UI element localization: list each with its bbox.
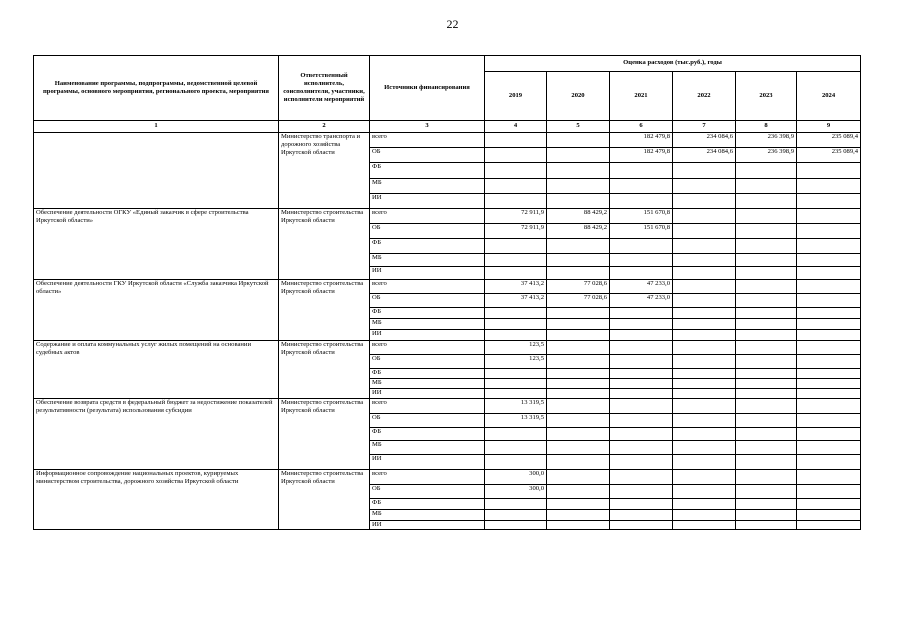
amount-cell xyxy=(610,485,673,499)
table-row xyxy=(34,470,861,485)
table-row xyxy=(34,341,861,355)
amount-cell xyxy=(485,194,547,209)
amount-cell xyxy=(673,428,736,441)
amount-cell xyxy=(610,399,673,414)
amount-cell xyxy=(736,355,797,369)
funding-source: ФБ xyxy=(370,308,485,319)
activity-name: Содержание и оплата коммунальных услуг жилых помещений на основании судебных актов xyxy=(34,341,279,399)
amount-cell xyxy=(797,163,861,179)
amount-cell xyxy=(547,133,610,148)
budget-table xyxy=(33,55,861,530)
funding-source: ИИ xyxy=(370,330,485,341)
amount-cell: 47 233,0 xyxy=(610,294,673,308)
funding-source: ИИ xyxy=(370,521,485,530)
amount-cell xyxy=(797,209,861,224)
funding-source: ОБ xyxy=(370,414,485,428)
amount-cell: 300,0 xyxy=(485,470,547,485)
header-year: 2024 xyxy=(797,72,861,121)
funding-source: ИИ xyxy=(370,455,485,470)
responsible-executor: Министерство строительства Иркутской области xyxy=(279,280,370,341)
amount-cell: 234 084,6 xyxy=(673,148,736,163)
funding-source: всего xyxy=(370,133,485,148)
amount-cell xyxy=(547,148,610,163)
amount-cell xyxy=(673,254,736,267)
funding-source: ИИ xyxy=(370,389,485,399)
amount-cell xyxy=(797,280,861,294)
amount-cell xyxy=(610,470,673,485)
amount-cell: 37 413,2 xyxy=(485,280,547,294)
amount-cell: 88 429,2 xyxy=(547,224,610,239)
amount-cell xyxy=(797,455,861,470)
amount-cell xyxy=(673,379,736,389)
amount-cell xyxy=(610,379,673,389)
amount-cell xyxy=(797,194,861,209)
amount-cell xyxy=(736,294,797,308)
amount-cell xyxy=(673,294,736,308)
amount-cell xyxy=(485,428,547,441)
header-estimate: Оценка расходов (тыс.руб.), годы xyxy=(485,56,861,72)
column-number: 5 xyxy=(547,121,610,133)
amount-cell xyxy=(610,179,673,194)
amount-cell xyxy=(610,267,673,280)
column-number-row xyxy=(34,121,861,133)
amount-cell xyxy=(673,194,736,209)
funding-source: всего xyxy=(370,470,485,485)
amount-cell xyxy=(547,163,610,179)
funding-source: ОБ xyxy=(370,355,485,369)
amount-cell xyxy=(547,485,610,499)
amount-cell xyxy=(610,239,673,254)
funding-source: всего xyxy=(370,341,485,355)
amount-cell xyxy=(736,428,797,441)
amount-cell xyxy=(797,294,861,308)
amount-cell xyxy=(673,355,736,369)
amount-cell xyxy=(547,308,610,319)
amount-cell xyxy=(610,319,673,330)
page-number: 22 xyxy=(446,17,459,31)
amount-cell xyxy=(797,341,861,355)
amount-cell xyxy=(673,485,736,499)
amount-cell xyxy=(547,470,610,485)
header-responsible: Ответственный исполнитель, соисполнители, участники, исполнители мероприятий xyxy=(279,56,370,121)
amount-cell xyxy=(547,355,610,369)
amount-cell: 47 233,0 xyxy=(610,280,673,294)
amount-cell xyxy=(797,267,861,280)
amount-cell xyxy=(797,441,861,455)
amount-cell xyxy=(673,389,736,399)
amount-cell xyxy=(547,319,610,330)
amount-cell: 151 670,8 xyxy=(610,224,673,239)
amount-cell xyxy=(547,510,610,521)
amount-cell xyxy=(673,267,736,280)
amount-cell xyxy=(673,179,736,194)
amount-cell xyxy=(547,499,610,510)
amount-cell xyxy=(797,485,861,499)
amount-cell xyxy=(485,308,547,319)
amount-cell xyxy=(797,330,861,341)
column-number: 9 xyxy=(797,121,861,133)
amount-cell xyxy=(485,254,547,267)
table-row xyxy=(34,399,861,414)
activity-name: Информационное сопровождение национальных проектов, курируемых министерством строительства, дорожного хозяйства Иркутской области xyxy=(34,470,279,530)
activity-name: Обеспечение возврата средств в федеральный бюджет за недостижение показателей результативности (результата) использования субсидии xyxy=(34,399,279,470)
amount-cell xyxy=(797,379,861,389)
amount-cell xyxy=(736,510,797,521)
activity-name xyxy=(34,133,279,209)
funding-source: ОБ xyxy=(370,294,485,308)
amount-cell xyxy=(485,330,547,341)
amount-cell xyxy=(673,319,736,330)
amount-cell: 77 028,6 xyxy=(547,280,610,294)
amount-cell xyxy=(797,319,861,330)
amount-cell xyxy=(485,133,547,148)
amount-cell xyxy=(485,455,547,470)
funding-source: всего xyxy=(370,209,485,224)
amount-cell xyxy=(797,521,861,530)
amount-cell xyxy=(736,399,797,414)
activity-name: Обеспечение деятельности ОГКУ «Единый заказчик в сфере строительства Иркутской области» xyxy=(34,209,279,280)
funding-source: ИИ xyxy=(370,267,485,280)
amount-cell xyxy=(673,399,736,414)
amount-cell: 236 398,9 xyxy=(736,148,797,163)
amount-cell xyxy=(797,470,861,485)
amount-cell xyxy=(547,455,610,470)
amount-cell xyxy=(736,389,797,399)
column-number: 7 xyxy=(673,121,736,133)
amount-cell xyxy=(547,369,610,379)
amount-cell xyxy=(673,510,736,521)
amount-cell xyxy=(673,280,736,294)
amount-cell: 123,5 xyxy=(485,341,547,355)
amount-cell xyxy=(797,399,861,414)
amount-cell: 72 911,9 xyxy=(485,209,547,224)
amount-cell: 182 479,8 xyxy=(610,148,673,163)
amount-cell xyxy=(673,341,736,355)
amount-cell xyxy=(736,441,797,455)
amount-cell xyxy=(547,254,610,267)
amount-cell xyxy=(485,389,547,399)
funding-source: ОБ xyxy=(370,148,485,163)
funding-source: ФБ xyxy=(370,499,485,510)
amount-cell xyxy=(736,414,797,428)
column-number: 2 xyxy=(279,121,370,133)
amount-cell xyxy=(547,389,610,399)
funding-source: МБ xyxy=(370,254,485,267)
funding-source: ФБ xyxy=(370,369,485,379)
amount-cell xyxy=(736,308,797,319)
amount-cell xyxy=(736,179,797,194)
funding-source: ИИ xyxy=(370,194,485,209)
amount-cell xyxy=(673,224,736,239)
responsible-executor: Министерство строительства Иркутской области xyxy=(279,399,370,470)
funding-source: ФБ xyxy=(370,239,485,254)
funding-source: ФБ xyxy=(370,163,485,179)
amount-cell xyxy=(736,254,797,267)
amount-cell xyxy=(736,280,797,294)
amount-cell xyxy=(547,267,610,280)
amount-cell xyxy=(610,510,673,521)
amount-cell xyxy=(673,308,736,319)
amount-cell xyxy=(673,414,736,428)
funding-source: всего xyxy=(370,280,485,294)
amount-cell xyxy=(610,441,673,455)
table-row xyxy=(34,209,861,224)
amount-cell xyxy=(547,179,610,194)
amount-cell xyxy=(610,414,673,428)
funding-source: МБ xyxy=(370,441,485,455)
amount-cell xyxy=(797,428,861,441)
amount-cell xyxy=(610,163,673,179)
amount-cell xyxy=(673,330,736,341)
amount-cell xyxy=(610,308,673,319)
header-name: Наименование программы, подпрограммы, ведомственной целевой программы, основного мероприятия, регионального проекта, мероприятия xyxy=(34,56,279,121)
responsible-executor: Министерство строительства Иркутской области xyxy=(279,341,370,399)
amount-cell xyxy=(610,369,673,379)
amount-cell: 37 413,2 xyxy=(485,294,547,308)
funding-source: МБ xyxy=(370,379,485,389)
amount-cell xyxy=(797,369,861,379)
amount-cell xyxy=(736,163,797,179)
table-row xyxy=(34,133,861,148)
amount-cell: 88 429,2 xyxy=(547,209,610,224)
amount-cell xyxy=(485,163,547,179)
amount-cell: 182 479,8 xyxy=(610,133,673,148)
funding-source: всего xyxy=(370,399,485,414)
amount-cell xyxy=(610,330,673,341)
amount-cell xyxy=(736,194,797,209)
amount-cell xyxy=(610,389,673,399)
funding-source: МБ xyxy=(370,510,485,521)
amount-cell xyxy=(547,521,610,530)
amount-cell xyxy=(673,209,736,224)
amount-cell xyxy=(610,428,673,441)
amount-cell xyxy=(673,163,736,179)
amount-cell xyxy=(797,510,861,521)
amount-cell: 123,5 xyxy=(485,355,547,369)
amount-cell xyxy=(610,499,673,510)
amount-cell xyxy=(673,441,736,455)
header-year: 2023 xyxy=(736,72,797,121)
amount-cell xyxy=(736,341,797,355)
amount-cell xyxy=(485,441,547,455)
header-year: 2020 xyxy=(547,72,610,121)
amount-cell xyxy=(736,330,797,341)
amount-cell: 77 028,6 xyxy=(547,294,610,308)
amount-cell: 236 398,9 xyxy=(736,133,797,148)
amount-cell: 235 089,4 xyxy=(797,148,861,163)
amount-cell xyxy=(797,239,861,254)
amount-cell xyxy=(485,499,547,510)
amount-cell xyxy=(485,319,547,330)
amount-cell xyxy=(736,521,797,530)
funding-source: ОБ xyxy=(370,485,485,499)
amount-cell xyxy=(797,499,861,510)
amount-cell xyxy=(547,239,610,254)
responsible-executor: Министерство строительства Иркутской области xyxy=(279,209,370,280)
column-number: 4 xyxy=(485,121,547,133)
amount-cell xyxy=(797,389,861,399)
amount-cell: 13 319,5 xyxy=(485,399,547,414)
header-sources: Источники финансирования xyxy=(370,56,485,121)
amount-cell xyxy=(797,355,861,369)
responsible-executor: Министерство строительства Иркутской области xyxy=(279,470,370,530)
amount-cell xyxy=(610,455,673,470)
amount-cell xyxy=(547,341,610,355)
amount-cell xyxy=(547,379,610,389)
amount-cell xyxy=(547,441,610,455)
amount-cell xyxy=(736,470,797,485)
amount-cell: 151 670,8 xyxy=(610,209,673,224)
header-year: 2022 xyxy=(673,72,736,121)
funding-source: МБ xyxy=(370,319,485,330)
amount-cell xyxy=(673,470,736,485)
amount-cell xyxy=(736,455,797,470)
amount-cell: 13 319,5 xyxy=(485,414,547,428)
activity-name: Обеспечение деятельности ГКУ Иркутской области «Служба заказчика Иркутской области» xyxy=(34,280,279,341)
column-number: 3 xyxy=(370,121,485,133)
amount-cell xyxy=(485,379,547,389)
amount-cell xyxy=(797,254,861,267)
amount-cell xyxy=(736,369,797,379)
column-number: 1 xyxy=(34,121,279,133)
amount-cell xyxy=(547,399,610,414)
amount-cell xyxy=(736,239,797,254)
amount-cell xyxy=(610,254,673,267)
amount-cell: 300,0 xyxy=(485,485,547,499)
amount-cell xyxy=(485,239,547,254)
amount-cell xyxy=(610,194,673,209)
amount-cell xyxy=(673,521,736,530)
amount-cell xyxy=(797,414,861,428)
amount-cell xyxy=(673,369,736,379)
amount-cell xyxy=(736,224,797,239)
column-number: 8 xyxy=(736,121,797,133)
amount-cell xyxy=(485,369,547,379)
column-number: 6 xyxy=(610,121,673,133)
amount-cell xyxy=(797,308,861,319)
amount-cell: 234 084,6 xyxy=(673,133,736,148)
amount-cell xyxy=(736,209,797,224)
funding-source: ФБ xyxy=(370,428,485,441)
amount-cell xyxy=(736,485,797,499)
amount-cell xyxy=(610,521,673,530)
amount-cell xyxy=(736,267,797,280)
amount-cell xyxy=(736,499,797,510)
amount-cell xyxy=(673,455,736,470)
amount-cell xyxy=(485,179,547,194)
amount-cell xyxy=(547,330,610,341)
amount-cell xyxy=(485,267,547,280)
amount-cell xyxy=(673,239,736,254)
amount-cell xyxy=(485,521,547,530)
amount-cell xyxy=(610,341,673,355)
funding-source: МБ xyxy=(370,179,485,194)
header-year: 2021 xyxy=(610,72,673,121)
amount-cell xyxy=(547,194,610,209)
amount-cell xyxy=(797,224,861,239)
amount-cell xyxy=(610,355,673,369)
amount-cell xyxy=(673,499,736,510)
amount-cell: 235 089,4 xyxy=(797,133,861,148)
amount-cell xyxy=(736,379,797,389)
amount-cell: 72 911,9 xyxy=(485,224,547,239)
amount-cell xyxy=(485,148,547,163)
table-row xyxy=(34,280,861,294)
funding-source: ОБ xyxy=(370,224,485,239)
amount-cell xyxy=(547,414,610,428)
amount-cell xyxy=(547,428,610,441)
responsible-executor: Министерство транспорта и дорожного хозяйства Иркутской области xyxy=(279,133,370,209)
header-year: 2019 xyxy=(485,72,547,121)
amount-cell xyxy=(797,179,861,194)
amount-cell xyxy=(736,319,797,330)
amount-cell xyxy=(485,510,547,521)
